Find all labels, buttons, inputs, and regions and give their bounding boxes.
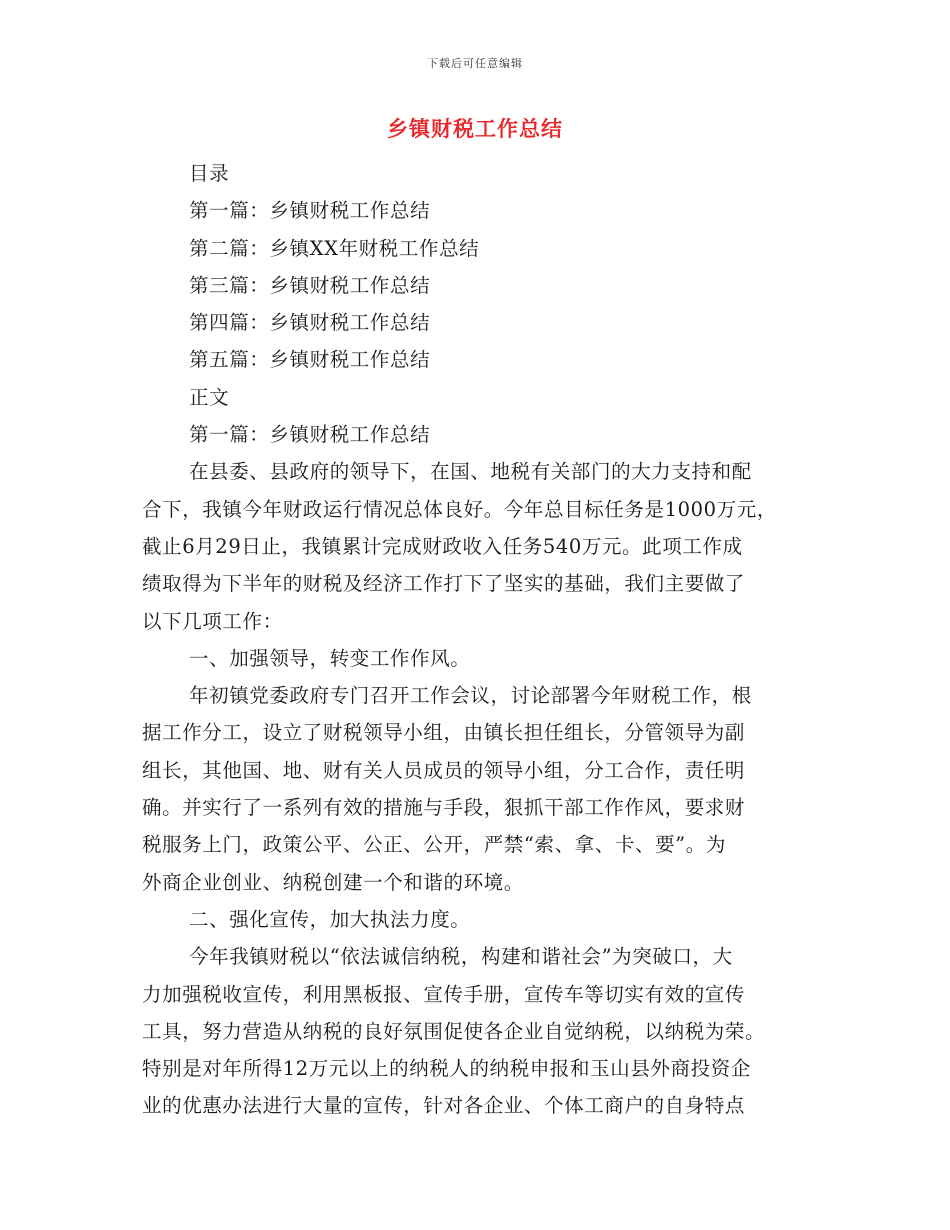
text-line: 税服务上门，政策公平、公正、公开，严禁“索、拿、卡、要”。为 — [142, 833, 726, 857]
text-line: 二、强化宣传，加大执法力度。 — [189, 907, 471, 931]
text-line: 第三篇：乡镇财税工作总结 — [189, 273, 431, 297]
text-line: 工具，努力营造从纳税的良好氛围促使各企业自觉纳税，以纳税为荣。 — [142, 1019, 766, 1043]
text-line: 据工作分工，设立了财税领导小组，由镇长担任组长，分管领导为副 — [142, 721, 746, 745]
text-line: 在县委、县政府的领导下，在国、地税有关部门的大力支持和配 — [189, 460, 752, 484]
text-line: 第一篇：乡镇财税工作总结 — [189, 423, 431, 447]
text-line: 外商企业创业、纳税创建一个和谐的环境。 — [142, 870, 524, 894]
text-line: 正文 — [189, 385, 230, 409]
text-line: 第四篇：乡镇财税工作总结 — [189, 311, 431, 335]
text-line: 组长，其他国、地、财有关人员成员的领导小组，分工合作，责任明 — [142, 758, 746, 782]
text-line: 目录 — [189, 162, 230, 185]
text-line: 年初镇党委政府专门召开工作会议，讨论部署今年财税工作，根 — [189, 684, 752, 708]
text-line: 业的优惠办法进行大量的宣传，针对各企业、个体工商户的自身特点 — [142, 1094, 746, 1118]
text-line: 力加强税收宣传，利用黑板报、宣传手册，宣传车等切实有效的宣传 — [142, 982, 746, 1006]
text-line: 特别是对年所得12万元以上的纳税人的纳税申报和玉山县外商投资企 — [142, 1057, 751, 1081]
text-line: 截止6月29日止，我镇累计完成财政收入任务540万元。此项工作成 — [142, 534, 743, 558]
text-line: 一、加强领导，转变工作作风。 — [189, 646, 471, 670]
document-title: 乡镇财税工作总结 — [387, 116, 563, 141]
text-line: 确。并实行了一系列有效的措施与手段，狠抓干部工作作风，要求财 — [142, 796, 746, 820]
text-line: 第二篇：乡镇XX年财税工作总结 — [189, 236, 480, 260]
text-line: 绩取得为下半年的财税及经济工作打下了坚实的基础，我们主要做了 — [142, 572, 746, 596]
text-line: 合下，我镇今年财政运行情况总体良好。今年总目标任务是1000万元， — [142, 497, 777, 521]
text-line: 今年我镇财税以“依法诚信纳税，构建和谐社会”为突破口，大 — [189, 945, 733, 969]
header-note: 下载后可任意编辑 — [427, 57, 523, 70]
text-line: 第一篇：乡镇财税工作总结 — [189, 199, 431, 223]
text-line: 以下几项工作： — [142, 609, 283, 633]
document-body — [142, 155, 814, 1125]
text-line: 第五篇：乡镇财税工作总结 — [189, 348, 431, 372]
